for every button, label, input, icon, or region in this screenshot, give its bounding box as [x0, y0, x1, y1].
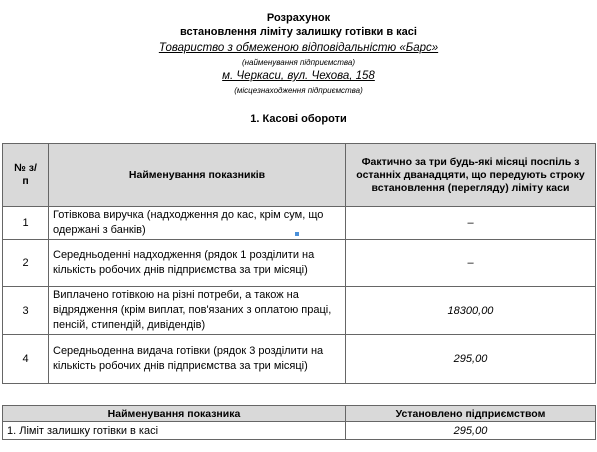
row-value: 295,00	[346, 422, 596, 440]
cash-turnover-table	[2, 143, 596, 384]
doc-title-line1: Розрахунок	[266, 12, 331, 24]
row-name: Середньоденна видача готівки (рядок 3 розділити на кількість робочих днів підприємства за три місяці)	[49, 335, 346, 384]
row-value: 295,00	[346, 335, 596, 384]
table-row	[3, 287, 596, 335]
header-name: Найменування показника	[3, 406, 346, 422]
row-value: –	[346, 207, 596, 240]
row-value: 18300,00	[346, 287, 596, 335]
header-name: Найменування показників	[49, 144, 346, 207]
row-num: 1	[3, 207, 49, 240]
header-value: Фактично за три будь-які місяці поспіль з останніх дванадцяти, що передують строку встановлення (перегляду) ліміту каси	[346, 144, 596, 207]
company-address: м. Черкаси, вул. Чехова, 158	[222, 70, 375, 82]
company-caption: (найменування підприємства)	[241, 58, 356, 67]
header-num: № з/п	[3, 144, 49, 207]
table-header-row	[3, 406, 596, 422]
row-num: 2	[3, 240, 49, 287]
doc-title-line2: встановлення ліміту залишку готівки в касі	[180, 26, 417, 38]
header-value: Установлено підприємством	[346, 406, 596, 422]
cash-limit-table	[2, 405, 596, 440]
resize-handle[interactable]	[295, 232, 299, 236]
row-num: 3	[3, 287, 49, 335]
row-num: 4	[3, 335, 49, 384]
row-name: 1. Ліміт залишку готівки в касі	[3, 422, 346, 440]
table-header-row	[3, 144, 596, 207]
row-name: Готівкова виручка (надходження до кас, крім сум, що одержані з банків)	[49, 207, 346, 240]
row-name: Виплачено готівкою на різні потреби, а також на відрядження (крім виплат, пов'язаних з оплатою праці, пенсій, стипендій, дивідендів)	[49, 287, 346, 335]
section-title-cash-turnover: 1. Касові обороти	[250, 113, 347, 125]
table-row	[3, 240, 596, 287]
row-name: Середньоденні надходження (рядок 1 розділити на кількість робочих днів підприємства за три місяці)	[49, 240, 346, 287]
row-value: –	[346, 240, 596, 287]
table-row	[3, 422, 596, 440]
table-row	[3, 207, 596, 240]
company-name: Товариство з обмеженою відповідальністю «Барс»	[158, 42, 439, 54]
address-caption: (місцезнаходження підприємства)	[234, 86, 363, 95]
table-row	[3, 335, 596, 384]
